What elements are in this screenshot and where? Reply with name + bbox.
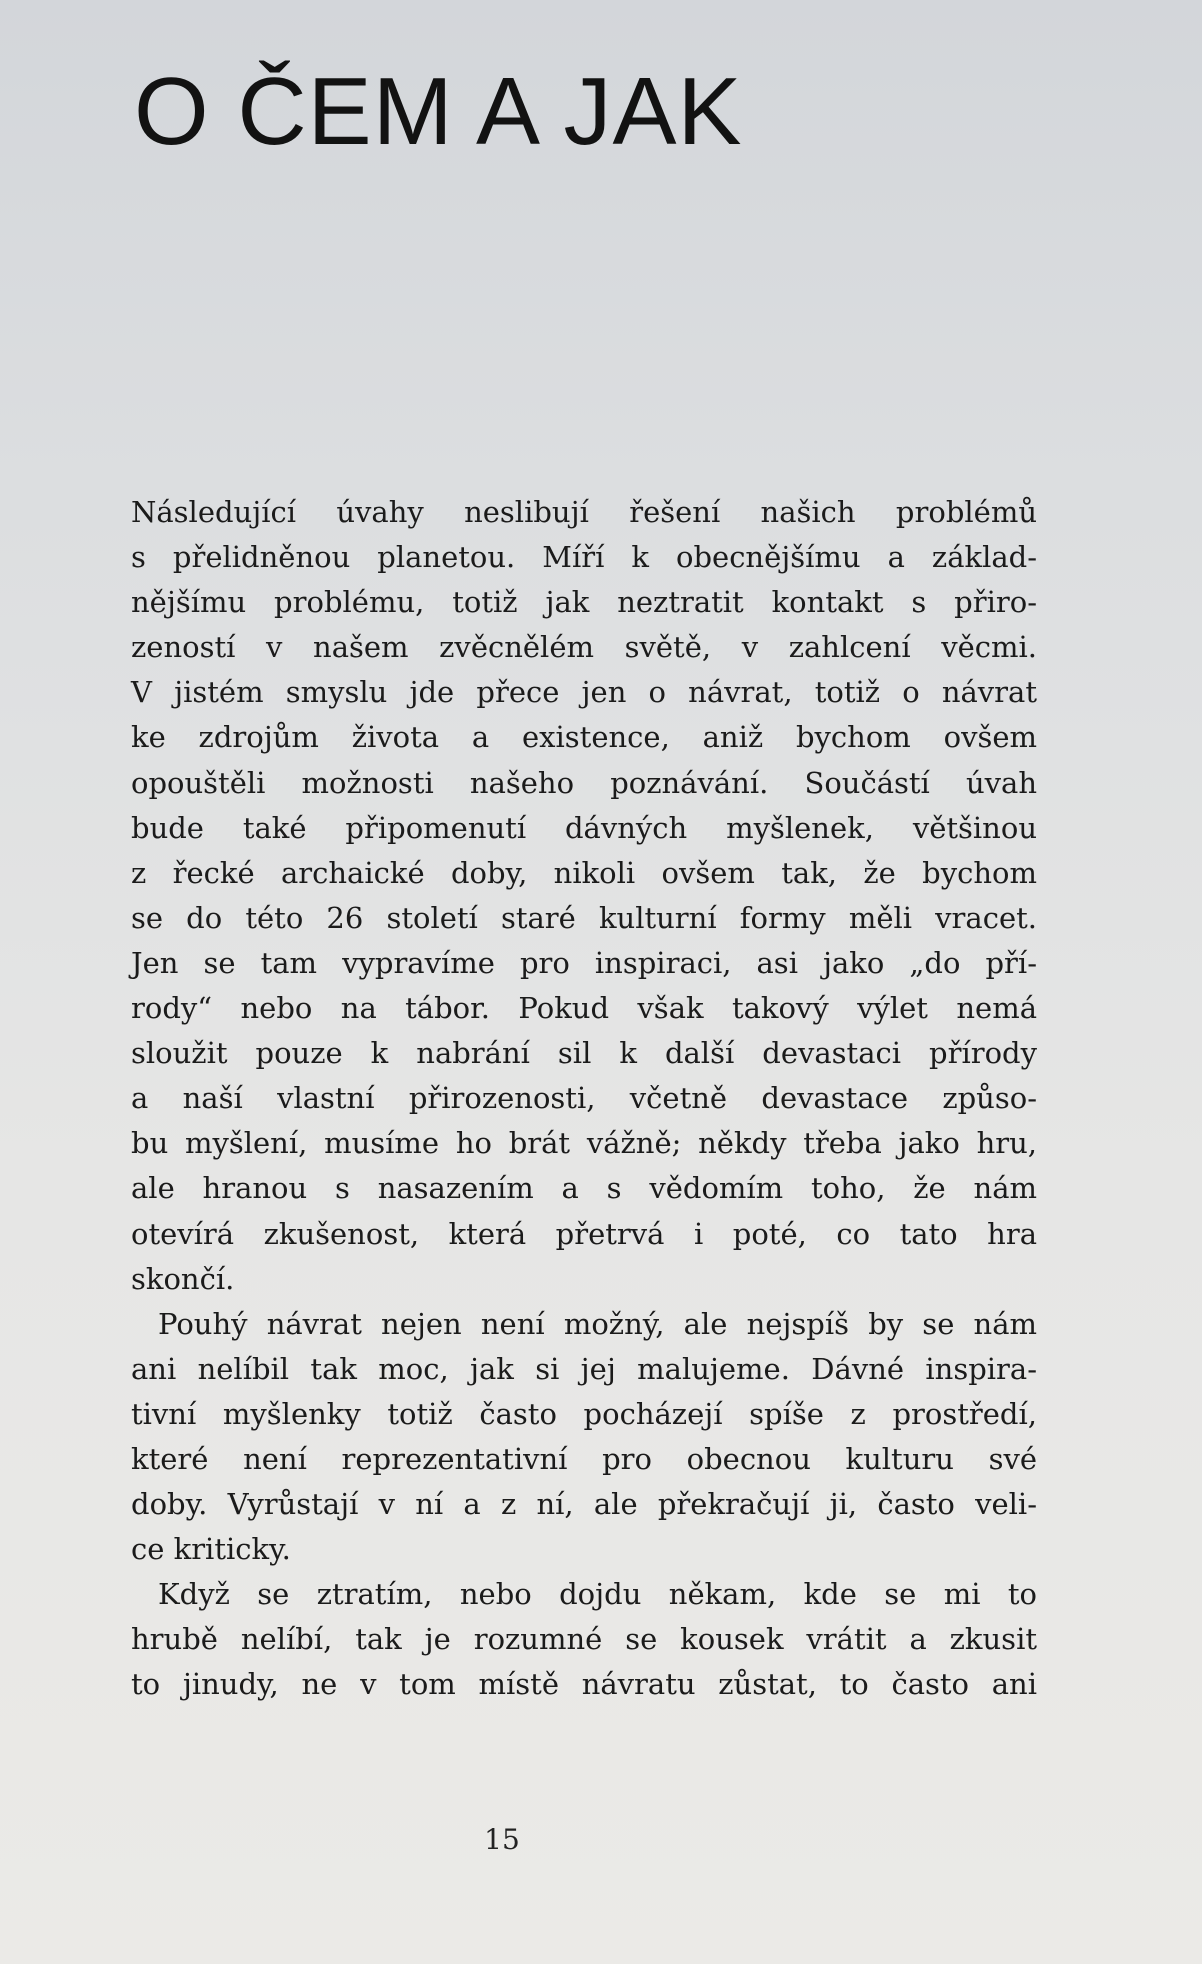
text-line: opouštěli možnosti našeho poznávání. Součástí úvah [131, 765, 1037, 800]
paragraph [131, 1572, 1037, 1707]
text-line: rody“ nebo na tábor. Pokud však takový výlet nemá [131, 991, 1037, 1026]
text-line: bu myšlení, musíme ho brát vážně; někdy třeba jako hru, [131, 1126, 1037, 1161]
paragraph [131, 1302, 1037, 1573]
text-line: sloužit pouze k nabrání sil k další devastaci přírody [131, 1036, 1037, 1071]
paragraph [131, 490, 1037, 1302]
text-line: ani nelíbil tak moc, jak si jej malujeme. Dávné inspira- [131, 1351, 1037, 1386]
text-line: Jen se tam vypravíme pro inspiraci, asi jako „do pří- [131, 945, 1037, 980]
text-line: Pouhý návrat nejen není možný, ale nejspíš by se nám [158, 1306, 1037, 1341]
text-line: z řecké archaické doby, nikoli ovšem tak, že bychom [131, 855, 1037, 890]
text-line: ke zdrojům života a existence, aniž bychom ovšem [131, 720, 1037, 755]
text-line: zeností v našem zvěcnělém světě, v zahlcení věcmi. [131, 630, 1037, 665]
text-line: ale hranou s nasazením a s vědomím toho, že nám [131, 1171, 1037, 1206]
text-line: to jinudy, ne v tom místě návratu zůstat, to často ani [131, 1667, 1037, 1702]
text-line: skončí. [131, 1261, 235, 1296]
body-text [131, 490, 1037, 1708]
text-line: bude také připomenutí dávných myšlenek, většinou [131, 810, 1037, 845]
text-line: a naší vlastní přirozenosti, včetně devastace způso- [131, 1081, 1037, 1116]
chapter-title: O ČEM A JAK [134, 58, 743, 165]
text-line: doby. Vyrůstají v ní a z ní, ale překračují ji, často veli- [131, 1487, 1037, 1522]
text-line: které není reprezentativní pro obecnou kulturu své [131, 1441, 1037, 1476]
text-line: otevírá zkušenost, která přetrvá i poté, co tato hra [131, 1216, 1037, 1251]
text-line: tivní myšlenky totiž často pocházejí spíše z prostředí, [131, 1396, 1037, 1431]
text-line: hrubě nelíbí, tak je rozumné se kousek vrátit a zkusit [131, 1622, 1037, 1657]
page-number: 15 [484, 1823, 520, 1856]
text-line: s přelidněnou planetou. Míří k obecnějšímu a základ- [131, 540, 1037, 575]
text-line: se do této 26 století staré kulturní formy měli vracet. [131, 900, 1037, 935]
text-line: Následující úvahy neslibují řešení našich problémů [131, 495, 1037, 529]
text-line: nějšímu problému, totiž jak neztratit kontakt s přiro- [131, 585, 1037, 620]
text-line: ce kriticky. [131, 1532, 291, 1567]
text-line: V jistém smyslu jde přece jen o návrat, totiž o návrat [131, 675, 1037, 710]
text-line: Když se ztratím, nebo dojdu někam, kde se mi to [158, 1577, 1037, 1612]
